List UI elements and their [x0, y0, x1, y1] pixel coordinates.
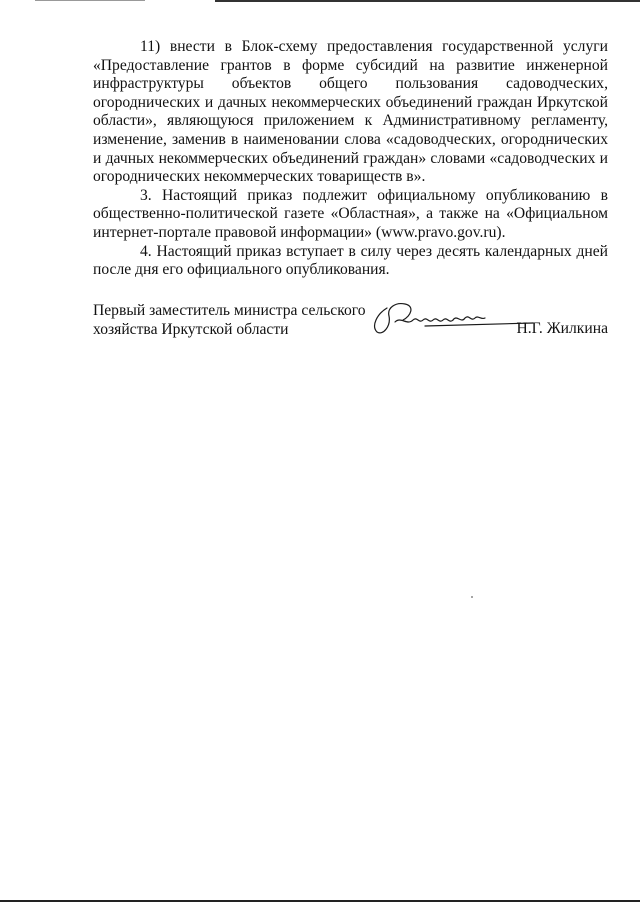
paragraph-item-11: 11) внести в Блок-схему предоставления государственной услуги «Предоставление грантов в форме субсидий на развитие инженерной инфраструктуры объектов общего пользования садоводческих, огороднических и дачных некоммерческих объединений граждан Иркутской области», являющуюся приложением к Административному регламенту, изменение, заменив в наименовании слова «садоводческих, огороднических и дачных некоммерческих объединений граждан» словами «садоводческих и огороднических некоммерческих товариществ в».	[93, 38, 608, 186]
paragraph-item-3: 3. Настоящий приказ подлежит официальному опубликованию в общественно-политической газете «Областная», а также на «Официальном интернет-портале правовой информации» (www.pravo.gov.ru).	[93, 186, 608, 241]
top-border-line	[215, 0, 640, 2]
bottom-border-line	[0, 900, 640, 902]
scan-speck	[471, 596, 473, 598]
signatory-title: Первый заместитель министра сельского хозяйства Иркутской области	[93, 302, 366, 338]
paragraph-item-4: 4. Настоящий приказ вступает в силу через десять календарных дней после дня его официального опубликования.	[93, 242, 608, 279]
signatory-name: Н.Г. Жилкина	[516, 320, 608, 337]
document-body	[93, 38, 608, 280]
top-border-line-left	[35, 0, 145, 1]
signature-block	[93, 296, 608, 346]
